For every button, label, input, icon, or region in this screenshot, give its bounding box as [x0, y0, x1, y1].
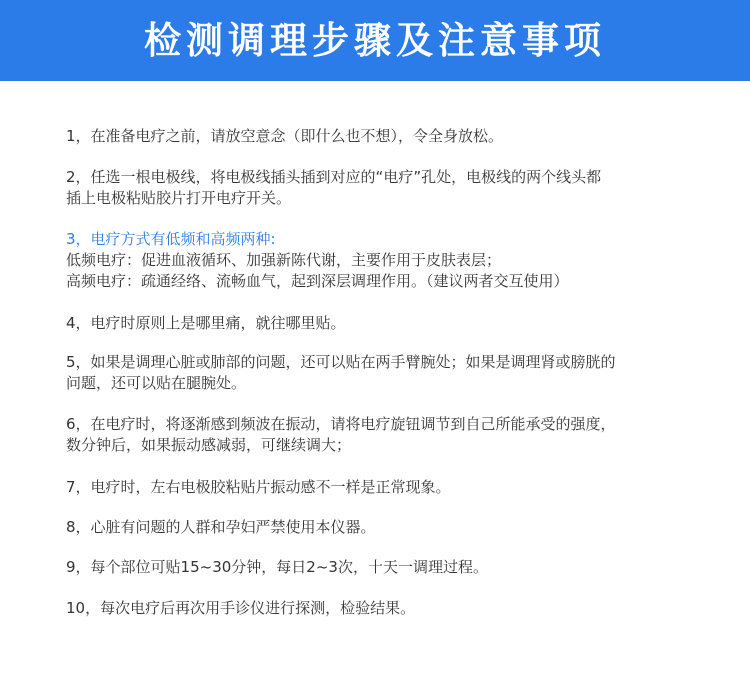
item-5-line-1: 5，如果是调理心脏或肺部的问题，还可以贴在两手臂腕处；如果是调理肾或膀胱的 — [66, 353, 616, 371]
page-title: 检测调理步骤及注意事项 — [144, 19, 606, 62]
item-2-line-2: 插上电极粘贴胶片打开电疗开关。 — [66, 189, 292, 207]
title-banner — [0, 0, 750, 81]
item-3-line-1: 低频电疗：促进血液循环、加强新陈代谢，主要作用于皮肤表层； — [66, 251, 502, 269]
item-8-line-1: 8，心脏有问题的人群和孕妇严禁使用本仪器。 — [66, 518, 376, 536]
item-6-line-1: 6，在电疗时，将逐渐感到频波在振动，请将电疗旋钮调节到自己所能承受的强度， — [66, 415, 616, 433]
item-5-line-2: 问题，还可以贴在腿腕处。 — [66, 374, 247, 392]
item-3-heading: 3，电疗方式有低频和高频两种: — [66, 230, 276, 248]
item-6-line-2: 数分钟后，如果振动感减弱，可继续调大； — [66, 436, 352, 454]
item-10-line-1: 10，每次电疗后再次用手诊仪进行探测，检验结果。 — [66, 599, 416, 617]
item-2-line-1: 2，任选一根电极线，将电极线插头插到对应的“电疗”孔处，电极线的两个线头都 — [66, 168, 602, 186]
item-7-line-1: 7，电疗时，左右电极胶粘贴片振动感不一样是正常现象。 — [66, 478, 451, 496]
item-3-line-2: 高频电疗：疏通经络、流畅血气，起到深层调理作用。（建议两者交互使用） — [66, 272, 569, 290]
item-1-line-1: 1，在准备电疗之前，请放空意念（即什么也不想），令全身放松。 — [66, 127, 504, 145]
item-9-line-1: 9，每个部位可贴15~30分钟，每日2~3次，十天一调理过程。 — [66, 558, 488, 576]
item-4-line-1: 4，电疗时原则上是哪里痛，就往哪里贴。 — [66, 314, 346, 332]
